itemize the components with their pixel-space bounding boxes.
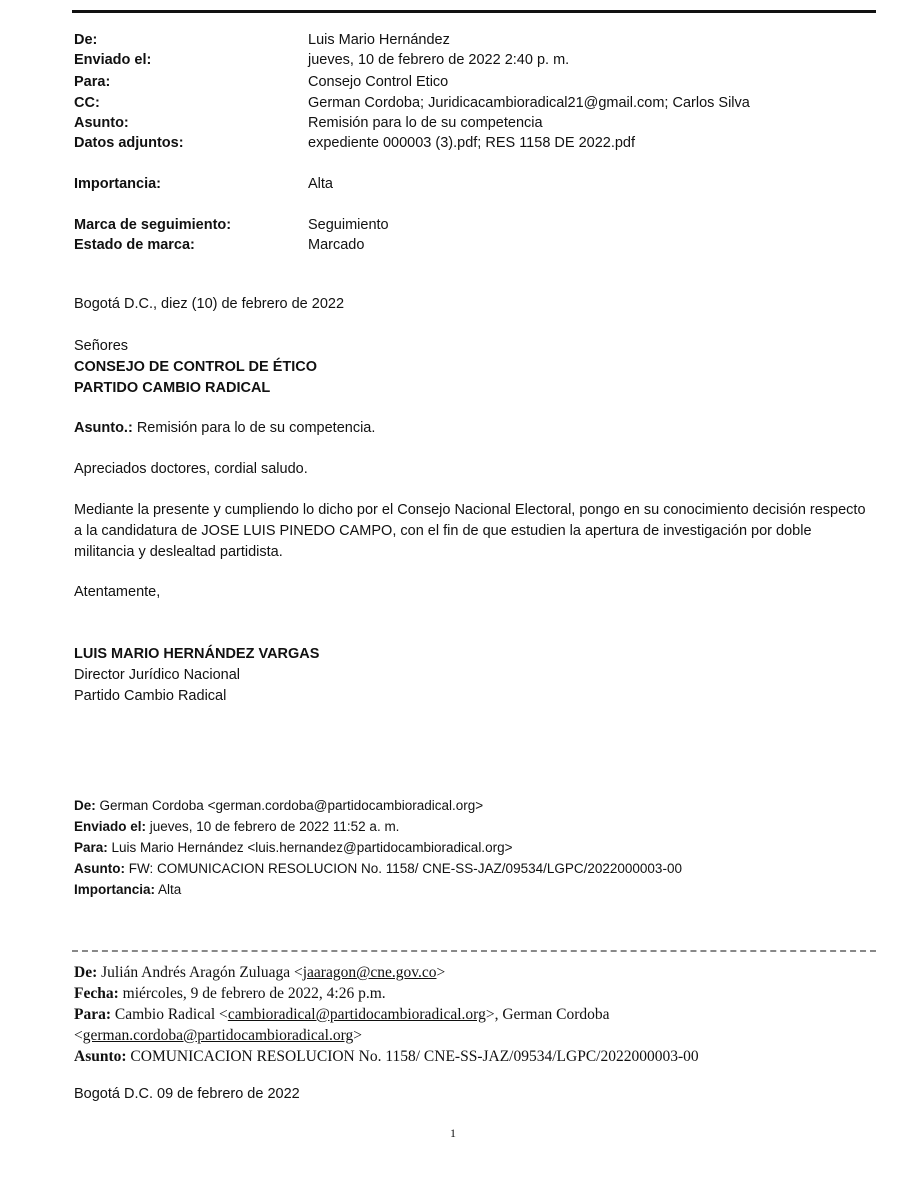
original-para-cont [74,1025,874,1046]
original-label: De: [74,964,98,981]
subject-label: Asunto.: [74,420,133,436]
header-value: Luis Mario Hernández [308,32,450,48]
closing-date: Bogotá D.C. 09 de febrero de 2022 [74,1086,300,1102]
header-row-importancia [74,174,854,194]
header-row-adjuntos [74,133,854,153]
header-label: Para: [74,74,111,90]
header-label: Asunto: [74,115,129,131]
salutation: Señores [74,338,129,354]
header-row-cc [74,93,854,113]
forward-asunto [74,858,682,879]
header-value: Marcado [308,237,365,253]
forward-value: jueves, 10 de febrero de 2022 11:52 a. m. [146,819,400,834]
header-label: Datos adjuntos: [74,135,184,151]
letter-body: Mediante la presente y cumpliendo lo dicho por el Consejo Nacional Electoral, pongo en su conocimiento decisión respecto a la candidatura de JOSE LUIS PINEDO CAMPO, con el fin de que estudien la apertura de investigación por doble militancia y deslealtad partidista. [74,502,866,560]
signer-name: LUIS MARIO HERNÁNDEZ VARGAS [74,646,320,662]
header-value: expediente 000003 (3).pdf; RES 1158 DE 2022.pdf [308,135,636,151]
forward-label: Asunto: [74,861,125,876]
forward-label: Enviado el: [74,819,147,834]
header-row-marca [74,215,854,235]
forward-header [74,795,682,900]
header-value: Consejo Control Etico [308,74,449,90]
original-de [74,962,874,983]
letter-date: Bogotá D.C., diez (10) de febrero de 2022 [74,296,345,312]
recipient-block [74,336,317,399]
header-label: Estado de marca: [74,237,195,253]
original-value: miércoles, 9 de febrero de 2022, 4:26 p.m. [118,985,386,1002]
email-link[interactable]: cambioradical@partidocambioradical.org [227,1006,486,1023]
signer-title: Director Jurídico Nacional [74,667,241,683]
header-label: Enviado el: [74,52,152,68]
original-value: > [353,1027,362,1044]
signature-block [74,644,319,707]
header-row-enviado [74,50,854,70]
forward-importancia [74,879,682,900]
header-label: Marca de seguimiento: [74,217,232,233]
header-label: Importancia: [74,176,162,192]
original-para [74,1004,874,1025]
header-value: jueves, 10 de febrero de 2022 2:40 p. m. [308,52,570,68]
subject-text: Remisión para lo de su competencia. [132,420,376,436]
forward-label: De: [74,798,96,813]
closing: Atentamente, [74,584,161,600]
forward-value: FW: COMUNICACION RESOLUCION No. 1158/ CNE-SS-JAZ/09534/LGPC/2022000003-00 [125,861,682,876]
header-row-para [74,72,854,92]
original-value: < [74,1027,83,1044]
forward-label: Para: [74,840,108,855]
header-value: Alta [308,176,333,192]
original-value: Cambio Radical < [111,1006,228,1023]
forward-value: Luis Mario Hernández <luis.hernandez@partidocambioradical.org> [107,840,513,855]
divider [72,950,876,952]
top-rule [72,10,876,13]
forward-para [74,837,682,858]
forward-label: Importancia: [74,882,156,897]
header-label: De: [74,32,98,48]
forward-de [74,795,682,816]
header-label: CC: [74,95,100,111]
original-header [74,962,874,1067]
original-asunto [74,1046,874,1067]
original-value: Julián Andrés Aragón Zuluaga < [97,964,303,981]
signer-org: Partido Cambio Radical [74,688,227,704]
page-number: 1 [450,1126,456,1140]
header-value: German Cordoba; Juridicacambioradical21@gmail.com; Carlos Silva [308,95,750,111]
email-link[interactable]: jaaragon@cne.gov.co [302,964,437,981]
original-label: Fecha: [74,985,119,1002]
subject-line [74,418,375,439]
header-row-asunto [74,113,854,133]
recipient-line-2: PARTIDO CAMBIO RADICAL [74,380,271,396]
forward-value: Alta [155,882,182,897]
recipient-line-1: CONSEJO DE CONTROL DE ÉTICO [74,359,318,375]
header-value: Seguimiento [308,217,389,233]
header-row-estado [74,235,854,255]
forward-value: German Cordoba <german.cordoba@partidocambioradical.org> [95,798,484,813]
original-value: >, German Cordoba [485,1006,610,1023]
original-value: > [436,964,446,981]
email-link[interactable]: german.cordoba@partidocambioradical.org [82,1027,354,1044]
forward-enviado [74,816,682,837]
greeting: Apreciados doctores, cordial saludo. [74,461,308,477]
original-fecha [74,983,874,1004]
original-value: COMUNICACION RESOLUCION No. 1158/ CNE-SS-JAZ/09534/LGPC/2022000003-00 [126,1048,699,1065]
header-value: Remisión para lo de su competencia [308,115,543,131]
original-label: Asunto: [74,1048,127,1065]
original-label: Para: [74,1006,112,1023]
header-row-de [74,30,854,50]
